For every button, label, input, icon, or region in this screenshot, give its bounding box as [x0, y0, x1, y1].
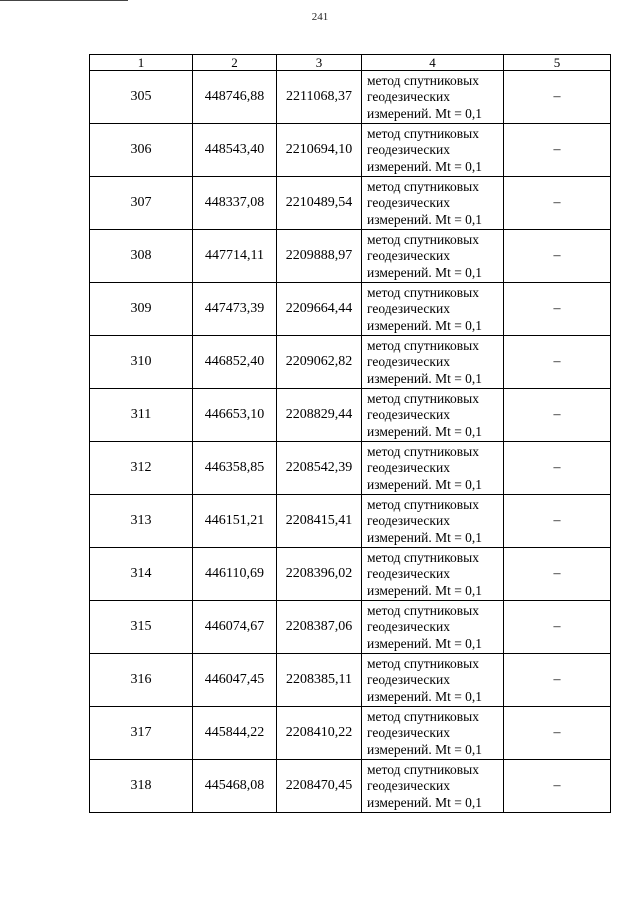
point-number-cell: 309 — [90, 283, 193, 336]
x-coordinate-cell: 446110,69 — [193, 548, 277, 601]
method-line: метод спутниковых — [367, 125, 479, 141]
note-cell: – — [504, 283, 611, 336]
table-row — [90, 495, 611, 548]
x-coordinate-cell: 448337,08 — [193, 177, 277, 230]
table-row — [90, 336, 611, 389]
method-line: метод спутниковых — [367, 337, 479, 353]
method-line: измерений. Mt = 0,1 — [367, 211, 483, 227]
method-cell — [362, 124, 504, 177]
note-cell: – — [504, 495, 611, 548]
method-line: метод спутниковых — [367, 231, 479, 247]
method-line: геодезических — [367, 195, 450, 211]
y-coordinate-cell: 2208387,06 — [277, 601, 362, 654]
table-row — [90, 283, 611, 336]
y-coordinate-cell: 2209062,82 — [277, 336, 362, 389]
method-line: измерений. Mt = 0,1 — [367, 741, 483, 757]
method-line: геодезических — [367, 354, 450, 370]
note-cell: – — [504, 707, 611, 760]
method-line: измерений. Mt = 0,1 — [367, 158, 483, 174]
point-number-cell: 307 — [90, 177, 193, 230]
method-line: геодезических — [367, 725, 450, 741]
method-line: измерений. Mt = 0,1 — [367, 370, 483, 386]
header-col-4: 4 — [362, 55, 504, 71]
x-coordinate-cell: 447473,39 — [193, 283, 277, 336]
method-line: измерений. Mt = 0,1 — [367, 529, 483, 545]
method-line: геодезических — [367, 513, 450, 529]
note-cell: – — [504, 124, 611, 177]
method-line: метод спутниковых — [367, 655, 479, 671]
note-cell: – — [504, 601, 611, 654]
x-coordinate-cell: 446358,85 — [193, 442, 277, 495]
y-coordinate-cell: 2208410,22 — [277, 707, 362, 760]
method-line: измерений. Mt = 0,1 — [367, 105, 483, 121]
method-line: измерений. Mt = 0,1 — [367, 794, 483, 810]
method-line: метод спутниковых — [367, 761, 479, 777]
method-cell — [362, 71, 504, 124]
method-cell — [362, 177, 504, 230]
method-line: измерений. Mt = 0,1 — [367, 476, 483, 492]
method-line: геодезических — [367, 89, 450, 105]
table-header-row — [90, 55, 611, 71]
y-coordinate-cell: 2211068,37 — [277, 71, 362, 124]
method-cell — [362, 230, 504, 283]
point-number-cell: 311 — [90, 389, 193, 442]
method-line: метод спутниковых — [367, 496, 479, 512]
x-coordinate-cell: 447714,11 — [193, 230, 277, 283]
method-line: измерений. Mt = 0,1 — [367, 635, 483, 651]
table-body — [90, 71, 611, 813]
method-cell — [362, 495, 504, 548]
method-cell — [362, 601, 504, 654]
y-coordinate-cell: 2208542,39 — [277, 442, 362, 495]
method-line: метод спутниковых — [367, 178, 479, 194]
y-coordinate-cell: 2208385,11 — [277, 654, 362, 707]
method-line: метод спутниковых — [367, 390, 479, 406]
method-line: метод спутниковых — [367, 72, 479, 88]
method-cell — [362, 283, 504, 336]
method-line: геодезических — [367, 672, 450, 688]
x-coordinate-cell: 446047,45 — [193, 654, 277, 707]
table-row — [90, 124, 611, 177]
point-number-cell: 308 — [90, 230, 193, 283]
point-number-cell: 316 — [90, 654, 193, 707]
point-number-cell: 317 — [90, 707, 193, 760]
table-row — [90, 548, 611, 601]
method-cell — [362, 336, 504, 389]
note-cell: – — [504, 654, 611, 707]
y-coordinate-cell: 2208396,02 — [277, 548, 362, 601]
header-col-3: 3 — [277, 55, 362, 71]
table-row — [90, 707, 611, 760]
note-cell: – — [504, 548, 611, 601]
method-line: геодезических — [367, 142, 450, 158]
note-cell: – — [504, 442, 611, 495]
method-line: метод спутниковых — [367, 602, 479, 618]
y-coordinate-cell: 2210694,10 — [277, 124, 362, 177]
point-number-cell: 318 — [90, 760, 193, 813]
method-cell — [362, 707, 504, 760]
x-coordinate-cell: 446151,21 — [193, 495, 277, 548]
note-cell: – — [504, 177, 611, 230]
table-row — [90, 230, 611, 283]
method-cell — [362, 389, 504, 442]
table-row — [90, 389, 611, 442]
table-row — [90, 177, 611, 230]
point-number-cell: 314 — [90, 548, 193, 601]
x-coordinate-cell: 448543,40 — [193, 124, 277, 177]
method-line: метод спутниковых — [367, 708, 479, 724]
method-line: геодезических — [367, 301, 450, 317]
table-row — [90, 71, 611, 124]
method-line: измерений. Mt = 0,1 — [367, 423, 483, 439]
note-cell: – — [504, 389, 611, 442]
method-line: геодезических — [367, 778, 450, 794]
method-line: измерений. Mt = 0,1 — [367, 264, 483, 280]
method-cell — [362, 442, 504, 495]
y-coordinate-cell: 2209664,44 — [277, 283, 362, 336]
method-line: метод спутниковых — [367, 549, 479, 565]
x-coordinate-cell: 446074,67 — [193, 601, 277, 654]
method-line: геодезических — [367, 407, 450, 423]
note-cell: – — [504, 336, 611, 389]
x-coordinate-cell: 448746,88 — [193, 71, 277, 124]
method-line: метод спутниковых — [367, 284, 479, 300]
y-coordinate-cell: 2209888,97 — [277, 230, 362, 283]
page-number: 241 — [311, 11, 329, 23]
header-col-5: 5 — [504, 55, 611, 71]
point-number-cell: 310 — [90, 336, 193, 389]
method-line: геодезических — [367, 566, 450, 582]
top-rule — [0, 0, 128, 1]
y-coordinate-cell: 2210489,54 — [277, 177, 362, 230]
y-coordinate-cell: 2208470,45 — [277, 760, 362, 813]
method-cell — [362, 654, 504, 707]
point-number-cell: 313 — [90, 495, 193, 548]
point-number-cell: 305 — [90, 71, 193, 124]
header-col-2: 2 — [193, 55, 277, 71]
point-number-cell: 312 — [90, 442, 193, 495]
method-line: измерений. Mt = 0,1 — [367, 582, 483, 598]
method-line: геодезических — [367, 248, 450, 264]
table-row — [90, 601, 611, 654]
table-row — [90, 654, 611, 707]
point-number-cell: 306 — [90, 124, 193, 177]
table-row — [90, 442, 611, 495]
x-coordinate-cell: 445468,08 — [193, 760, 277, 813]
coordinates-table — [89, 54, 611, 813]
method-line: геодезических — [367, 460, 450, 476]
y-coordinate-cell: 2208829,44 — [277, 389, 362, 442]
header-col-1: 1 — [90, 55, 193, 71]
note-cell: – — [504, 71, 611, 124]
x-coordinate-cell: 445844,22 — [193, 707, 277, 760]
method-line: измерений. Mt = 0,1 — [367, 688, 483, 704]
method-cell — [362, 548, 504, 601]
x-coordinate-cell: 446653,10 — [193, 389, 277, 442]
note-cell: – — [504, 230, 611, 283]
note-cell: – — [504, 760, 611, 813]
method-line: метод спутниковых — [367, 443, 479, 459]
method-line: измерений. Mt = 0,1 — [367, 317, 483, 333]
method-line: геодезических — [367, 619, 450, 635]
table-row — [90, 760, 611, 813]
method-cell — [362, 760, 504, 813]
x-coordinate-cell: 446852,40 — [193, 336, 277, 389]
y-coordinate-cell: 2208415,41 — [277, 495, 362, 548]
point-number-cell: 315 — [90, 601, 193, 654]
